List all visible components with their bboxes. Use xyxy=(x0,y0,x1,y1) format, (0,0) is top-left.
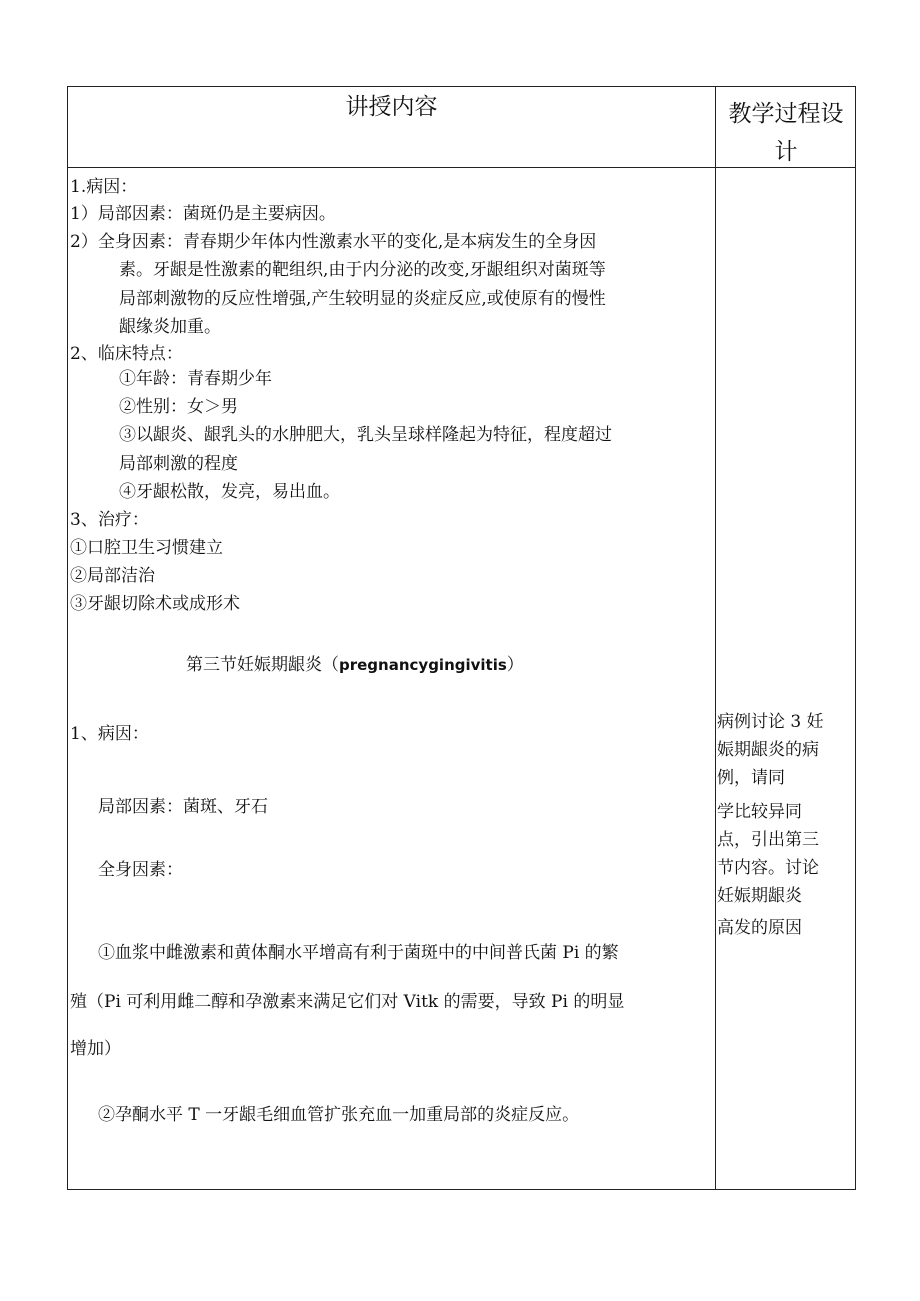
text-line: ②孕酮水平 T 一牙龈毛细血管扩张充血一加重局部的炎症反应。 xyxy=(98,1105,580,1125)
text-line: ④牙龈松散，发亮，易出血。 xyxy=(119,482,340,502)
text-line: ③以龈炎、龈乳头的水肿肥大，乳头呈球样隆起为特征，程度超过 xyxy=(119,425,612,445)
side-note-line: 点，引出第三 xyxy=(717,830,819,850)
section-title xyxy=(186,654,524,676)
text-line: ①血浆中雌激素和黄体酮水平增高有利于菌斑中的中间普氏菌 Pi 的繁 xyxy=(98,943,619,963)
side-note-line: 节内容。讨论 xyxy=(717,858,819,878)
text-line: 3、治疗： xyxy=(70,510,149,530)
text-line: ①年龄：青春期少年 xyxy=(119,369,272,389)
header-teaching-design-line2: 计 xyxy=(774,139,798,165)
text-line: 2、临床特点： xyxy=(70,344,183,364)
text-line: 龈缘炎加重。 xyxy=(119,317,221,337)
side-note-line: 例，请同 xyxy=(717,768,785,788)
text-line: ②局部洁治 xyxy=(70,566,155,586)
header-lecture-content: 讲授内容 xyxy=(345,94,438,120)
side-note-line: 病例讨论 3 妊 xyxy=(717,712,824,732)
text-line: 局部刺激的程度 xyxy=(119,454,238,474)
text-line: 1.病因： xyxy=(70,177,138,197)
text-line: 2）全身因素：青春期少年体内性激素水平的变化,是本病发生的全身因 xyxy=(70,232,597,252)
text-line: 增加） xyxy=(70,1039,121,1059)
text-line: 全身因素： xyxy=(98,860,183,880)
text-line: 1）局部因素：菌斑仍是主要病因。 xyxy=(70,204,336,224)
text-line: ①口腔卫生习惯建立 xyxy=(70,538,223,558)
side-note-line: 学比较异同 xyxy=(717,802,802,822)
text-line: 素。牙龈是性激素的靶组织,由于内分泌的改变,牙龈组织对菌斑等 xyxy=(119,260,606,280)
lesson-table xyxy=(67,86,856,1190)
side-note-line: 娠期龈炎的病 xyxy=(717,740,819,760)
section-title-end: ） xyxy=(506,655,524,675)
text-line: 局部因素：菌斑、牙石 xyxy=(98,797,268,817)
text-line: ③牙龈切除术或成形术 xyxy=(70,594,240,614)
section-title-cn: 第三节妊娠期龈炎（ xyxy=(186,655,339,675)
section-title-en: pregnancygingivitis xyxy=(339,656,507,674)
text-line: 殖（Pi 可利用雌二醇和孕激素来满足它们对 Vitk 的需要，导致 Pi 的明显 xyxy=(70,992,625,1012)
header-teaching-design xyxy=(717,95,855,171)
side-note xyxy=(717,708,849,942)
header-teaching-design-line1: 教学过程设 xyxy=(728,101,844,127)
side-note-line: 高发的原因 xyxy=(717,918,802,938)
text-line: ②性别：女＞男 xyxy=(119,397,238,417)
side-note-line: 妊娠期龈炎 xyxy=(717,886,802,906)
column-divider xyxy=(715,87,716,1189)
text-line: 局部刺激物的反应性增强,产生较明显的炎症反应,或使原有的慢性 xyxy=(119,289,606,309)
text-line: 1、病因： xyxy=(70,724,149,744)
